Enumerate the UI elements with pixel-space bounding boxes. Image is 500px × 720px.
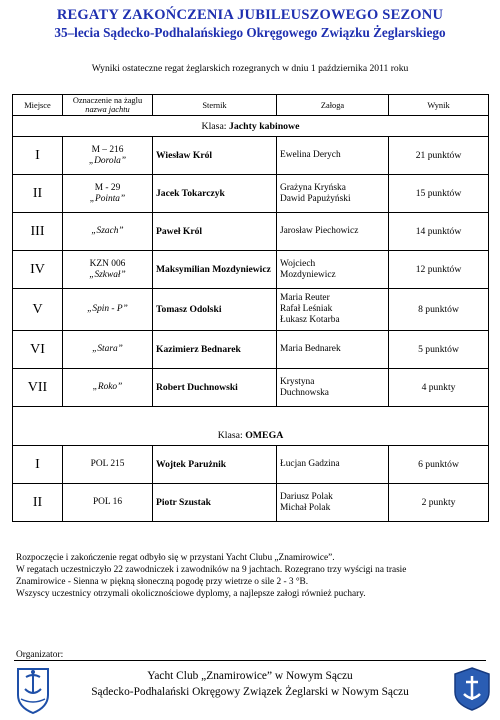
- note-line: W regatach uczestniczyło 22 zawodniczek i zawodników na 9 jachtach. Rozegrano trzy wyścigi na trasie: [16, 565, 407, 575]
- crew-cell: [277, 137, 389, 175]
- yacht-name: „Roko”: [92, 382, 123, 392]
- footer-divider: [14, 660, 486, 661]
- spacer-row: [13, 407, 489, 426]
- club-emblem-logo: [452, 666, 492, 717]
- document-subtitle: 35–lecia Sądecko-Podhalańskiego Okręgowego Związku Żeglarskiego: [54, 25, 446, 40]
- header-yacht-name: nazwa jachtu: [85, 105, 130, 114]
- class-name: Jachty kabinowe: [228, 120, 300, 132]
- place-cell: I: [13, 137, 63, 175]
- skipper-cell: Maksymilian Mozdyniewicz: [153, 251, 277, 289]
- place-cell: IV: [13, 251, 63, 289]
- header-yacht-sail: Oznaczenie na żaglu: [72, 96, 143, 105]
- skipper-cell: Wojtek Parużnik: [153, 446, 277, 484]
- class-heading-cabin: [13, 116, 489, 137]
- crew-cell: [277, 289, 389, 331]
- header-crew: Załoga: [277, 95, 389, 116]
- yacht-name: „Stara”: [92, 344, 123, 354]
- place-cell: V: [13, 289, 63, 331]
- crew-cell: [277, 484, 389, 522]
- result-cell: 8 punktów: [389, 289, 489, 331]
- class-row-cabin: [13, 116, 489, 137]
- header-yacht: [63, 95, 153, 116]
- yacht-cell: [63, 484, 153, 522]
- yacht-cell: [63, 213, 153, 251]
- yacht-name: „Szkwał”: [89, 269, 126, 280]
- document-title: REGATY ZAKOŃCZENIA JUBILEUSZOWEGO SEZONU: [56, 7, 444, 23]
- skipper-cell: Tomasz Odolski: [153, 289, 277, 331]
- result-cell: 6 punktów: [389, 446, 489, 484]
- class-row-omega: [13, 425, 489, 446]
- yacht-name: „Pointa”: [89, 193, 126, 204]
- crew-member: Rafał Leśniak: [280, 304, 333, 314]
- crew-cell: [277, 369, 389, 407]
- class-prefix: Klasa:: [217, 429, 243, 441]
- class-name: OMEGA: [245, 429, 284, 441]
- note-line: Znamirowice - Sienna w piękną słoneczną pogodę przy wietrze o sile 2 - 3 °B.: [16, 577, 309, 587]
- place-cell: I: [13, 446, 63, 484]
- result-row: [13, 446, 489, 484]
- crew-cell: [277, 213, 389, 251]
- place-cell: II: [13, 175, 63, 213]
- crew-member: Duchnowska: [280, 387, 329, 398]
- skipper-cell: Jacek Tokarczyk: [153, 175, 277, 213]
- spacer-cell: [13, 407, 489, 426]
- header-place: Miejsce: [13, 95, 63, 116]
- result-row: [13, 213, 489, 251]
- yacht-name: „Spin - P”: [87, 304, 128, 314]
- crew-cell: [277, 175, 389, 213]
- result-row: [13, 137, 489, 175]
- yacht-name: „Szach”: [91, 226, 124, 236]
- crew-member: Grażyna Kryńska: [280, 182, 346, 193]
- yacht-cell: [63, 331, 153, 369]
- crew-member: Ewelina Derych: [280, 150, 341, 160]
- note-line: Rozpoczęcie i zakończenie regat odbyło się w przystani Yacht Clubu „Znamirowice”.: [16, 553, 335, 563]
- footer-association: Sądecko-Podhalański Okręgowy Związek Żeglarski w Nowym Sączu: [91, 686, 409, 698]
- result-cell: 21 punktów: [389, 137, 489, 175]
- result-cell: 5 punktów: [389, 331, 489, 369]
- result-row: [13, 484, 489, 522]
- yacht-cell: [63, 137, 153, 175]
- note-line: Wszyscy uczestnicy otrzymali okolicznościowe dyplomy, a najlepsze załogi również puchary.: [16, 589, 366, 599]
- yacht-cell: [63, 289, 153, 331]
- sail-number: KZN 006: [89, 258, 126, 269]
- crew-member: Wojciech: [280, 258, 316, 269]
- results-table: [12, 94, 489, 522]
- yacht-cell: [63, 175, 153, 213]
- table-header-row: [13, 95, 489, 116]
- skipper-cell: Robert Duchnowski: [153, 369, 277, 407]
- crew-member: Jarosław Piechowicz: [280, 226, 359, 236]
- crew-member: Michał Polak: [280, 502, 331, 513]
- organizer-label: Organizator:: [16, 650, 64, 660]
- skipper-cell: Wiesław Król: [153, 137, 277, 175]
- header-skipper: Sternik: [153, 95, 277, 116]
- sail-number: POL 215: [90, 459, 125, 469]
- class-heading-omega: [13, 425, 489, 446]
- result-row: [13, 369, 489, 407]
- yacht-name: „Dorola”: [88, 155, 127, 166]
- yacht-cell: [63, 251, 153, 289]
- result-row: [13, 331, 489, 369]
- result-cell: 15 punktów: [389, 175, 489, 213]
- sail-number: M - 29: [94, 182, 121, 193]
- yacht-cell: [63, 446, 153, 484]
- race-notes: [16, 552, 494, 600]
- header-result: Wynik: [389, 95, 489, 116]
- crew-cell: [277, 251, 389, 289]
- crew-member: Łukasz Kotarba: [280, 315, 340, 325]
- result-cell: 12 punktów: [389, 251, 489, 289]
- place-cell: II: [13, 484, 63, 522]
- result-row: [13, 289, 489, 331]
- crew-member: Maria Bednarek: [280, 344, 341, 354]
- crew-cell: [277, 331, 389, 369]
- result-cell: 4 punkty: [389, 369, 489, 407]
- skipper-cell: Kazimierz Bednarek: [153, 331, 277, 369]
- crew-cell: [277, 446, 389, 484]
- sail-number: M – 216: [91, 144, 124, 155]
- sail-number: POL 16: [92, 497, 123, 507]
- crew-member: Mozdyniewicz: [280, 269, 336, 280]
- place-cell: III: [13, 213, 63, 251]
- result-row: [13, 251, 489, 289]
- crew-member: Maria Reuter: [280, 293, 330, 303]
- crew-member: Krystyna: [280, 376, 315, 387]
- results-intro: Wyniki ostateczne regat żeglarskich rozegranych w dniu 1 października 2011 roku: [91, 63, 409, 74]
- place-cell: VII: [13, 369, 63, 407]
- result-cell: 14 punktów: [389, 213, 489, 251]
- class-prefix: Klasa:: [201, 120, 227, 132]
- result-row: [13, 175, 489, 213]
- skipper-cell: Piotr Szustak: [153, 484, 277, 522]
- result-cell: 2 punkty: [389, 484, 489, 522]
- place-cell: VI: [13, 331, 63, 369]
- crew-member: Łucjan Gadzina: [280, 459, 340, 469]
- crew-member: Dawid Papużyński: [280, 193, 351, 204]
- skipper-cell: Paweł Król: [153, 213, 277, 251]
- footer-club: Yacht Club „Znamirowice” w Nowym Sączu: [147, 670, 353, 682]
- crew-member: Dariusz Polak: [280, 491, 333, 502]
- yacht-cell: [63, 369, 153, 407]
